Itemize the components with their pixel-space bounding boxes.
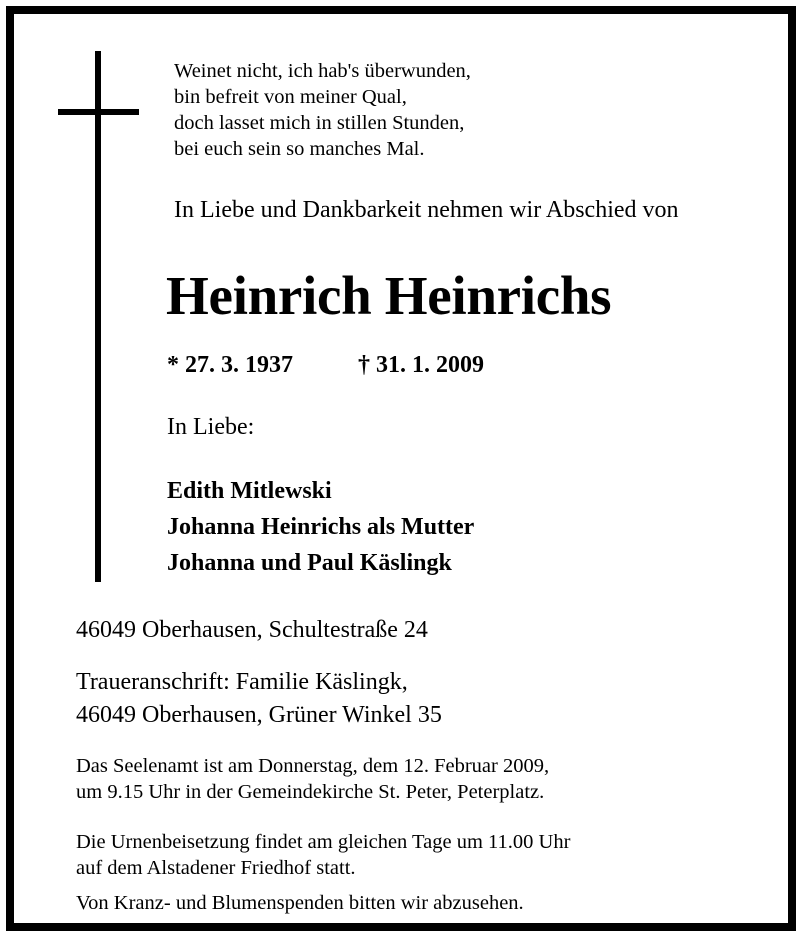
flowers-note: Von Kranz- und Blumenspenden bitten wir abzusehen. [76,892,524,914]
requiem-line: Das Seelenamt ist am Donnerstag, dem 12. Februar 2009, [76,755,550,777]
intro-text: In Liebe und Dankbarkeit nehmen wir Abschied von [174,197,679,223]
mourners-list [167,473,474,581]
mourning-address-line: 46049 Oberhausen, Grüner Winkel 35 [76,702,442,728]
mourner: Edith Mitlewski [167,478,332,504]
poem [174,58,471,162]
deceased-name: Heinrich Heinrichs [166,265,612,326]
birth-date: * 27. 3. 1937 [167,352,293,378]
mourning-address-line: Traueranschrift: Familie Käslingk, [76,669,408,695]
mourner: Johanna Heinrichs als Mutter [167,514,475,540]
home-address: 46049 Oberhausen, Schultestraße 24 [76,617,428,643]
cross-icon-bar [58,109,139,115]
requiem-info [76,753,549,805]
requiem-line: um 9.15 Uhr in der Gemeindekirche St. Peter, Peterplatz. [76,781,545,803]
poem-line: Weinet nicht, ich hab's überwunden, [174,60,471,82]
burial-line: Die Urnenbeisetzung findet am gleichen Tage um 11.00 Uhr [76,831,571,853]
mourning-address [76,666,442,732]
obituary-frame [6,6,796,931]
burial-line: auf dem Alstadener Friedhof statt. [76,857,356,879]
poem-line: bin befreit von meiner Qual, [174,86,407,108]
poem-line: doch lasset mich in stillen Stunden, [174,112,465,134]
in-love-label: In Liebe: [167,414,255,440]
cross-icon [95,51,101,582]
death-date: † 31. 1. 2009 [358,352,484,378]
burial-info [76,829,570,881]
poem-line: bei euch sein so manches Mal. [174,138,425,160]
mourner: Johanna und Paul Käslingk [167,550,452,576]
